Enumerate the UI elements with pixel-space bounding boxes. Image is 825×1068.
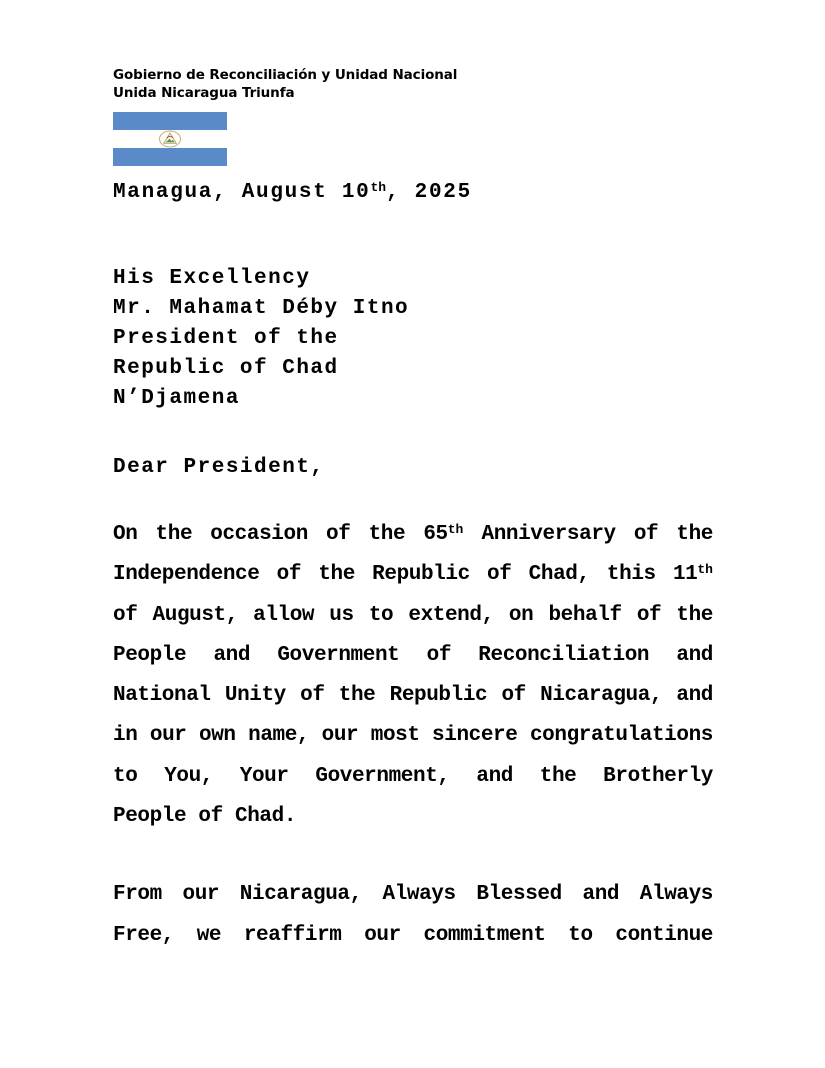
letterhead [113, 66, 457, 102]
letterhead-line1: Gobierno de Reconciliación y Unidad Nacional [113, 67, 458, 83]
body-line: People and Government of Reconciliation and [113, 643, 713, 667]
recipient-line: His Excellency [113, 267, 311, 290]
flag-top-stripe [113, 112, 227, 130]
body-line: People of Chad. [113, 805, 297, 829]
body-line: Independence of the Republic of Chad, this 11th [113, 562, 713, 587]
nicaragua-flag [113, 112, 227, 166]
body-line: Free, we reaffirm our commitment to continue [113, 923, 713, 947]
body-paragraph-1 [113, 515, 713, 837]
recipient-line: N’Djamena [113, 387, 240, 410]
flag-bottom-stripe [113, 148, 227, 166]
letterhead-line2: Unida Nicaragua Triunfa [113, 85, 295, 101]
body-line: From our Nicaragua, Always Blessed and Always [113, 883, 713, 907]
body-line: National Unity of the Republic of Nicaragua, and [113, 684, 713, 708]
recipient-address-block [113, 264, 409, 414]
body-line: On the occasion of the 65th Anniversary of the [113, 522, 713, 546]
body-line: of August, allow us to extend, on behalf of the [113, 603, 713, 627]
letter-body [113, 515, 713, 956]
body-paragraph-2 [113, 875, 713, 956]
body-line: in our own name, our most sincere congratulations [113, 724, 713, 748]
recipient-line: Republic of Chad [113, 357, 339, 380]
recipient-line: Mr. Mahamat Déby Itno [113, 297, 410, 320]
date-line: Managua, August 10th, 2025 [113, 180, 472, 204]
recipient-line: President of the [113, 327, 339, 350]
salutation: Dear President, [113, 456, 325, 479]
body-line: to You, Your Government, and the Brotherly [113, 764, 713, 788]
